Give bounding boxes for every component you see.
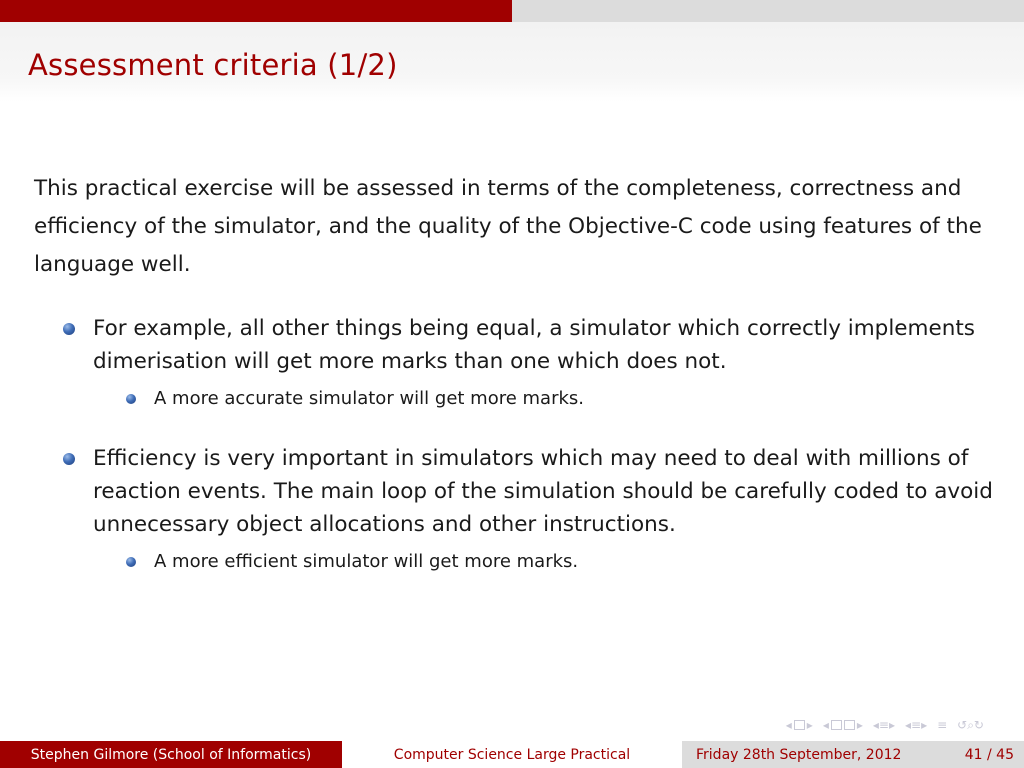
sub-bullet-item bbox=[93, 547, 1004, 577]
bullet-text: Efficiency is very important in simulators which may need to deal with millions of reaction events. The main loop of the simulation should be carefully coded to avoid unnecessary object allocations and other instructions. bbox=[93, 446, 993, 537]
nav-slide-icon[interactable]: ◂≡▸ bbox=[904, 718, 928, 732]
nav-section-icon[interactable]: ◂≡▸ bbox=[872, 718, 895, 732]
slide-title: Assessment criteria (1/2) bbox=[28, 48, 398, 82]
nav-align-icon[interactable]: ≡ bbox=[937, 718, 948, 732]
sub-bullet-list bbox=[93, 384, 1004, 414]
sub-bullet-icon bbox=[126, 394, 136, 404]
footer bbox=[0, 741, 1024, 768]
sub-bullet-text: A more accurate simulator will get more marks. bbox=[154, 388, 585, 409]
bullet-list bbox=[34, 312, 1004, 577]
slide-content bbox=[34, 170, 1004, 577]
bullet-icon bbox=[63, 323, 75, 335]
footer-page-number: 41 / 45 bbox=[964, 746, 1014, 763]
intro-paragraph: This practical exercise will be assessed in terms of the completeness, correctness and efficiency of the simulator, and the quality of the Objective-C code using features of the language well. bbox=[34, 176, 982, 277]
nav-search-icon[interactable]: ↺⌕↻ bbox=[957, 717, 984, 732]
navigation-symbols bbox=[786, 716, 984, 734]
bullet-text: For example, all other things being equal, a simulator which correctly implements dimerisation will get more marks than one which does not. bbox=[93, 316, 975, 374]
footer-course: Computer Science Large Practical bbox=[342, 741, 682, 768]
sub-bullet-text: A more efficient simulator will get more marks. bbox=[154, 551, 579, 572]
bullet-icon bbox=[63, 453, 75, 465]
footer-date: Friday 28th September, 2012 bbox=[696, 746, 902, 763]
nav-subsection-icon[interactable]: ◂ ▸ bbox=[822, 718, 863, 732]
footer-right bbox=[682, 741, 1024, 768]
bullet-item bbox=[34, 442, 1004, 577]
sub-bullet-item bbox=[93, 384, 1004, 414]
sub-bullet-list bbox=[93, 547, 1004, 577]
sub-bullet-icon bbox=[126, 557, 136, 567]
progress-bar-empty bbox=[512, 0, 1024, 22]
bullet-item bbox=[34, 312, 1004, 414]
progress-bar-filled bbox=[0, 0, 512, 22]
footer-author: Stephen Gilmore (School of Informatics) bbox=[0, 741, 342, 768]
nav-frame-icon[interactable]: ◂ ▸ bbox=[785, 718, 813, 732]
